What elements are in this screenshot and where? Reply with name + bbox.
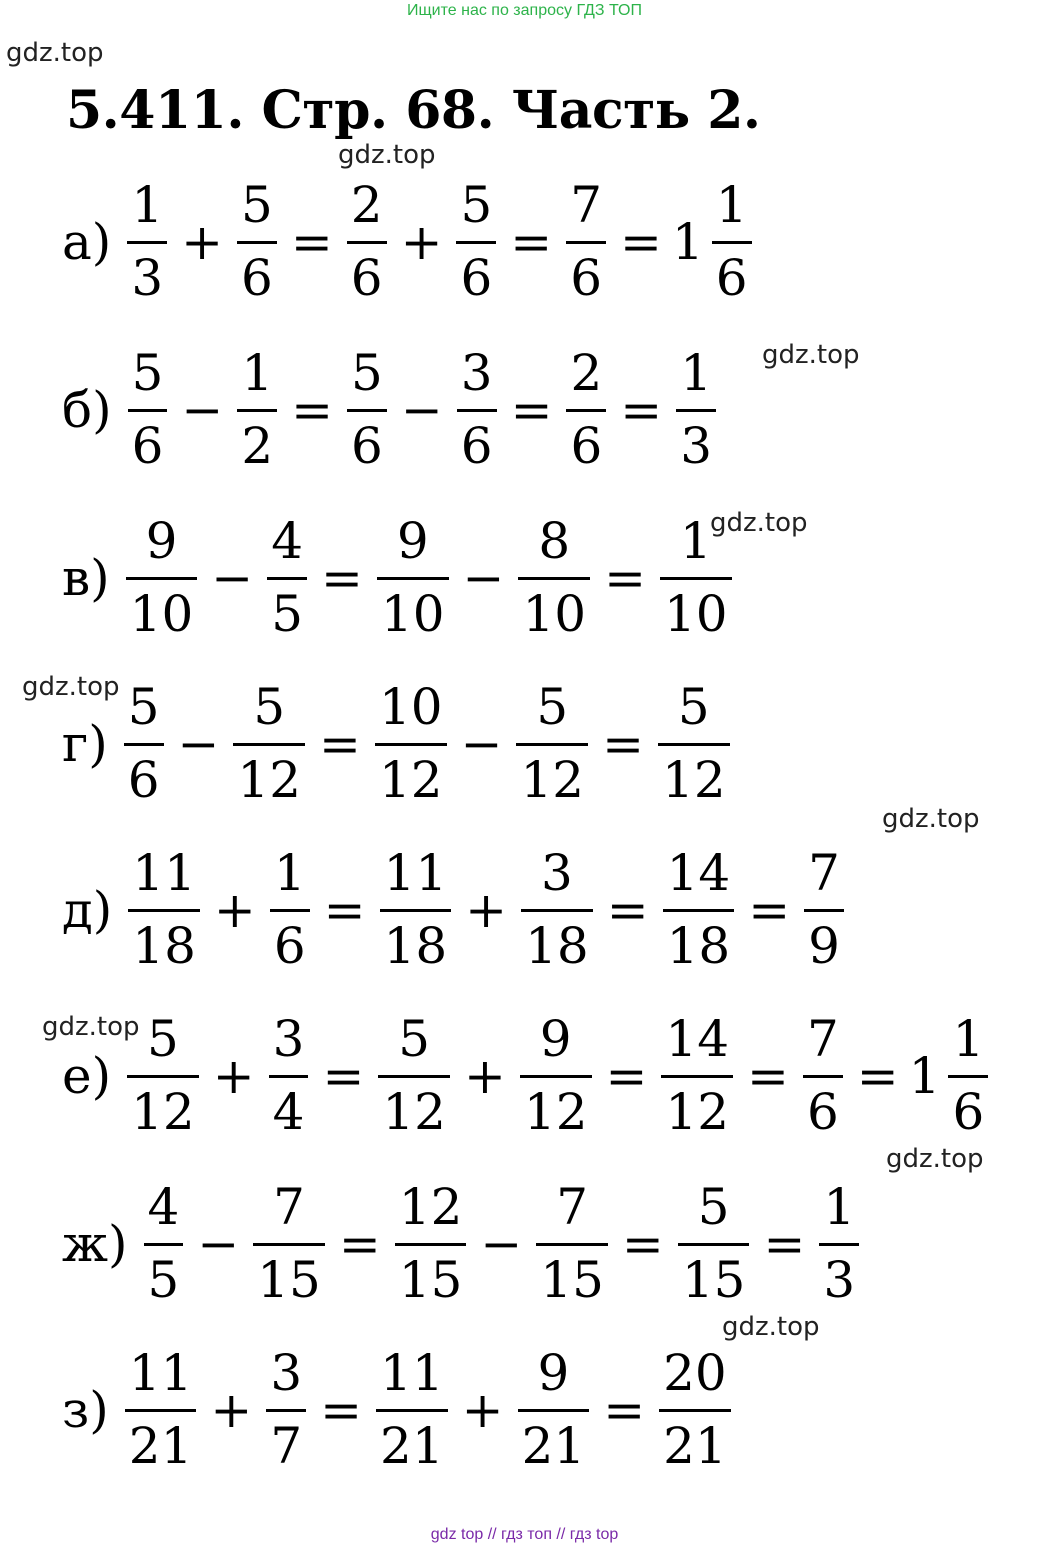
whole-part: 1 bbox=[908, 1046, 941, 1105]
denominator: 12 bbox=[520, 751, 585, 809]
numerator: 1 bbox=[241, 344, 274, 402]
operator: = bbox=[291, 380, 334, 439]
operator: = bbox=[620, 212, 662, 271]
fraction bbox=[536, 1178, 608, 1309]
numerator: 11 bbox=[128, 1344, 193, 1402]
operator: + bbox=[461, 1380, 504, 1439]
fraction bbox=[128, 344, 168, 475]
numerator: 7 bbox=[808, 844, 840, 902]
numerator: 5 bbox=[253, 678, 286, 736]
bottom-banner[interactable]: gdz top // гдз топ // гдз top bbox=[430, 1526, 619, 1543]
numerator: 11 bbox=[132, 844, 196, 902]
denominator: 6 bbox=[131, 417, 164, 475]
operator: = bbox=[748, 880, 791, 939]
operator: = bbox=[605, 1046, 648, 1105]
fraction-bar bbox=[380, 909, 452, 912]
operator: = bbox=[290, 212, 333, 271]
operator: = bbox=[856, 1046, 899, 1105]
row-label: е) bbox=[62, 1046, 112, 1105]
row-label: б) bbox=[62, 380, 112, 439]
denominator: 6 bbox=[350, 249, 383, 307]
fraction-bar bbox=[518, 1409, 590, 1412]
numerator: 5 bbox=[536, 678, 569, 736]
fraction-bar bbox=[536, 1243, 608, 1246]
denominator: 12 bbox=[131, 1083, 195, 1141]
fraction-bar bbox=[127, 241, 167, 244]
fraction bbox=[518, 1344, 590, 1475]
numerator: 1 bbox=[715, 176, 748, 234]
numerator: 5 bbox=[147, 1010, 179, 1068]
watermark: gdz.top bbox=[762, 340, 860, 370]
operator: − bbox=[177, 714, 220, 773]
fraction-bar bbox=[663, 909, 735, 912]
fraction bbox=[127, 1010, 199, 1141]
fraction-bar bbox=[712, 241, 752, 244]
fraction-bar bbox=[266, 1409, 306, 1412]
fraction-bar bbox=[678, 1243, 750, 1246]
denominator: 6 bbox=[460, 417, 493, 475]
fraction-bar bbox=[125, 1409, 197, 1412]
numerator: 5 bbox=[127, 678, 160, 736]
denominator: 15 bbox=[398, 1251, 463, 1309]
denominator: 21 bbox=[663, 1417, 727, 1475]
operator: = bbox=[606, 880, 649, 939]
equation-row bbox=[62, 176, 756, 307]
fraction-bar bbox=[457, 409, 497, 412]
watermark: gdz.top bbox=[710, 508, 808, 538]
fraction-bar bbox=[347, 409, 387, 412]
numerator: 20 bbox=[663, 1344, 727, 1402]
numerator: 4 bbox=[271, 512, 303, 570]
numerator: 14 bbox=[666, 844, 731, 902]
operator: − bbox=[211, 548, 254, 607]
numerator: 7 bbox=[556, 1178, 589, 1236]
fraction bbox=[712, 176, 752, 307]
fraction bbox=[270, 844, 310, 975]
fraction-bar bbox=[126, 577, 198, 580]
row-label: в) bbox=[62, 548, 110, 607]
fraction-bar bbox=[253, 1243, 325, 1246]
fraction bbox=[347, 344, 387, 475]
numerator: 9 bbox=[537, 1344, 570, 1402]
denominator: 12 bbox=[237, 751, 302, 809]
denominator: 10 bbox=[380, 585, 445, 643]
fraction bbox=[516, 678, 588, 809]
numerator: 8 bbox=[538, 512, 571, 570]
denominator: 5 bbox=[147, 1251, 180, 1309]
fraction bbox=[127, 176, 167, 307]
fraction bbox=[126, 512, 198, 643]
fraction-bar bbox=[377, 577, 449, 580]
fraction bbox=[376, 1344, 448, 1475]
watermark: gdz.top bbox=[22, 672, 120, 702]
operator: = bbox=[321, 548, 363, 607]
fraction-bar bbox=[375, 743, 447, 746]
operator: = bbox=[603, 1380, 646, 1439]
fraction bbox=[380, 844, 452, 975]
denominator: 7 bbox=[270, 1417, 303, 1475]
operator: + bbox=[400, 212, 443, 271]
equation-row bbox=[62, 678, 734, 809]
fraction-bar bbox=[376, 1409, 448, 1412]
fraction-bar bbox=[521, 909, 593, 912]
fraction-bar bbox=[520, 1075, 592, 1078]
fraction bbox=[375, 678, 447, 809]
fraction-bar bbox=[233, 743, 305, 746]
denominator: 18 bbox=[132, 917, 196, 975]
fraction-bar bbox=[676, 409, 716, 412]
denominator: 3 bbox=[131, 249, 164, 307]
denominator: 18 bbox=[383, 917, 448, 975]
fraction bbox=[269, 1010, 309, 1141]
watermark: gdz.top bbox=[882, 804, 980, 834]
fraction-bar bbox=[804, 909, 844, 912]
fraction bbox=[663, 844, 735, 975]
fraction bbox=[125, 1344, 197, 1475]
operator: + bbox=[463, 1046, 506, 1105]
fraction-bar bbox=[456, 241, 496, 244]
denominator: 6 bbox=[127, 751, 160, 809]
fraction bbox=[678, 1178, 750, 1309]
numerator: 2 bbox=[350, 176, 383, 234]
fraction bbox=[233, 678, 305, 809]
denominator: 10 bbox=[129, 585, 194, 643]
denominator: 2 bbox=[241, 417, 274, 475]
fraction-bar bbox=[516, 743, 588, 746]
denominator: 15 bbox=[681, 1251, 746, 1309]
equation-row bbox=[62, 344, 720, 475]
denominator: 12 bbox=[665, 1083, 730, 1141]
operator: = bbox=[763, 1214, 806, 1273]
denominator: 6 bbox=[952, 1083, 985, 1141]
fraction-bar bbox=[267, 577, 307, 580]
denominator: 9 bbox=[808, 917, 840, 975]
fraction bbox=[456, 176, 496, 307]
operator: + bbox=[210, 1380, 253, 1439]
numerator: 5 bbox=[697, 1178, 730, 1236]
operator: − bbox=[400, 380, 443, 439]
fraction-bar bbox=[144, 1243, 184, 1246]
fraction-bar bbox=[819, 1243, 859, 1246]
operator: = bbox=[602, 714, 645, 773]
operator: = bbox=[510, 212, 553, 271]
fraction bbox=[237, 176, 277, 307]
fraction-bar bbox=[378, 1075, 450, 1078]
equation-row bbox=[62, 512, 736, 643]
fraction bbox=[347, 176, 387, 307]
denominator: 6 bbox=[715, 249, 748, 307]
denominator: 12 bbox=[523, 1083, 588, 1141]
fraction-bar bbox=[518, 577, 590, 580]
fraction-bar bbox=[270, 909, 310, 912]
row-label: г) bbox=[62, 714, 108, 773]
operator: − bbox=[460, 714, 503, 773]
fraction bbox=[377, 512, 449, 643]
equation-row bbox=[62, 1178, 863, 1309]
operator: − bbox=[462, 548, 505, 607]
fraction-bar bbox=[128, 409, 168, 412]
numerator: 1 bbox=[679, 512, 712, 570]
numerator: 9 bbox=[396, 512, 429, 570]
numerator: 10 bbox=[378, 678, 443, 736]
numerator: 1 bbox=[823, 1178, 856, 1236]
numerator: 12 bbox=[398, 1178, 463, 1236]
equation-row bbox=[62, 844, 848, 975]
denominator: 12 bbox=[382, 1083, 446, 1141]
numerator: 5 bbox=[131, 344, 164, 402]
fraction bbox=[521, 844, 593, 975]
numerator: 3 bbox=[272, 1010, 305, 1068]
denominator: 6 bbox=[460, 249, 493, 307]
numerator: 5 bbox=[398, 1010, 431, 1068]
fraction-bar bbox=[661, 1075, 733, 1078]
fraction bbox=[266, 1344, 306, 1475]
fraction bbox=[566, 176, 606, 307]
watermark: gdz.top bbox=[886, 1144, 984, 1174]
whole-part: 1 bbox=[671, 212, 704, 271]
denominator: 21 bbox=[521, 1417, 586, 1475]
fraction-bar bbox=[660, 577, 732, 580]
fraction bbox=[237, 344, 277, 475]
numerator: 5 bbox=[677, 678, 710, 736]
denominator: 21 bbox=[380, 1417, 444, 1475]
row-label: д) bbox=[62, 880, 113, 939]
denominator: 18 bbox=[666, 917, 731, 975]
denominator: 6 bbox=[273, 917, 306, 975]
row-label: з) bbox=[62, 1380, 109, 1439]
denominator: 15 bbox=[540, 1251, 604, 1309]
denominator: 18 bbox=[525, 917, 589, 975]
fraction-bar bbox=[128, 909, 200, 912]
fraction bbox=[819, 1178, 859, 1309]
numerator: 11 bbox=[383, 844, 448, 902]
mixed-number bbox=[908, 1010, 993, 1141]
fraction bbox=[676, 344, 716, 475]
operator: = bbox=[510, 380, 553, 439]
equation-row bbox=[62, 1344, 735, 1475]
denominator: 12 bbox=[662, 751, 726, 809]
fraction bbox=[457, 344, 497, 475]
watermark: gdz.top bbox=[338, 140, 436, 170]
fraction bbox=[518, 512, 590, 643]
fraction bbox=[659, 1344, 731, 1475]
watermark: gdz.top bbox=[722, 1312, 820, 1342]
fraction-bar bbox=[347, 241, 387, 244]
fraction-bar bbox=[803, 1075, 843, 1078]
denominator: 21 bbox=[128, 1417, 193, 1475]
operator: = bbox=[319, 714, 361, 773]
fraction bbox=[566, 344, 606, 475]
numerator: 2 bbox=[570, 344, 603, 402]
numerator: 5 bbox=[351, 344, 383, 402]
operator: − bbox=[181, 380, 224, 439]
numerator: 7 bbox=[806, 1010, 839, 1068]
top-banner[interactable]: Ищите нас по запросу ГДЗ ТОП bbox=[407, 2, 642, 19]
numerator: 3 bbox=[270, 1344, 303, 1402]
numerator: 5 bbox=[241, 176, 273, 234]
denominator: 15 bbox=[257, 1251, 321, 1309]
fraction-bar bbox=[237, 241, 277, 244]
fraction bbox=[395, 1178, 467, 1309]
operator: − bbox=[480, 1214, 523, 1273]
operator: − bbox=[197, 1214, 240, 1273]
fraction-bar bbox=[269, 1075, 309, 1078]
denominator: 6 bbox=[806, 1083, 839, 1141]
numerator: 3 bbox=[460, 344, 493, 402]
numerator: 3 bbox=[540, 844, 573, 902]
numerator: 14 bbox=[665, 1010, 730, 1068]
fraction-bar bbox=[566, 241, 606, 244]
page-title: 5.411. Стр. 68. Часть 2. bbox=[66, 80, 761, 141]
mixed-number bbox=[671, 176, 756, 307]
fraction bbox=[660, 512, 732, 643]
numerator: 1 bbox=[952, 1010, 985, 1068]
fraction-bar bbox=[237, 409, 277, 412]
fraction bbox=[378, 1010, 450, 1141]
fraction bbox=[803, 1010, 843, 1141]
fraction bbox=[144, 1178, 184, 1309]
operator: = bbox=[338, 1214, 381, 1273]
fraction bbox=[658, 678, 730, 809]
fraction-bar bbox=[948, 1075, 988, 1078]
operator: + bbox=[181, 212, 224, 271]
denominator: 3 bbox=[823, 1251, 856, 1309]
denominator: 10 bbox=[522, 585, 587, 643]
denominator: 10 bbox=[663, 585, 728, 643]
operator: + bbox=[213, 880, 256, 939]
denominator: 4 bbox=[272, 1083, 305, 1141]
numerator: 11 bbox=[380, 1344, 444, 1402]
fraction bbox=[948, 1010, 988, 1141]
watermark: gdz.top bbox=[42, 1012, 140, 1042]
operator: = bbox=[322, 1046, 365, 1105]
numerator: 9 bbox=[539, 1010, 572, 1068]
denominator: 6 bbox=[241, 249, 273, 307]
row-label: а) bbox=[62, 212, 112, 271]
numerator: 1 bbox=[131, 176, 164, 234]
operator: = bbox=[323, 880, 366, 939]
fraction bbox=[267, 512, 307, 643]
operator: = bbox=[620, 380, 663, 439]
fraction-bar bbox=[658, 743, 730, 746]
operator: = bbox=[320, 1380, 363, 1439]
fraction-bar bbox=[659, 1409, 731, 1412]
operator: = bbox=[621, 1214, 664, 1273]
denominator: 6 bbox=[570, 249, 603, 307]
denominator: 6 bbox=[570, 417, 603, 475]
numerator: 1 bbox=[273, 844, 306, 902]
numerator: 7 bbox=[273, 1178, 305, 1236]
fraction bbox=[520, 1010, 592, 1141]
row-label: ж) bbox=[62, 1214, 128, 1273]
fraction bbox=[128, 844, 200, 975]
fraction bbox=[253, 1178, 325, 1309]
operator: = bbox=[747, 1046, 789, 1105]
equation-row bbox=[62, 1010, 992, 1141]
fraction bbox=[124, 678, 164, 809]
numerator: 7 bbox=[570, 176, 603, 234]
operator: + bbox=[212, 1046, 255, 1105]
fraction-bar bbox=[124, 743, 164, 746]
numerator: 9 bbox=[145, 512, 178, 570]
numerator: 1 bbox=[680, 344, 713, 402]
denominator: 5 bbox=[271, 585, 303, 643]
fraction-bar bbox=[395, 1243, 467, 1246]
fraction-bar bbox=[127, 1075, 199, 1078]
watermark: gdz.top bbox=[6, 38, 104, 68]
fraction-bar bbox=[566, 409, 606, 412]
denominator: 12 bbox=[378, 751, 443, 809]
operator: = bbox=[604, 548, 646, 607]
fraction bbox=[661, 1010, 733, 1141]
fraction bbox=[804, 844, 844, 975]
numerator: 5 bbox=[460, 176, 493, 234]
numerator: 4 bbox=[147, 1178, 180, 1236]
denominator: 3 bbox=[680, 417, 713, 475]
operator: + bbox=[465, 880, 508, 939]
denominator: 6 bbox=[351, 417, 383, 475]
